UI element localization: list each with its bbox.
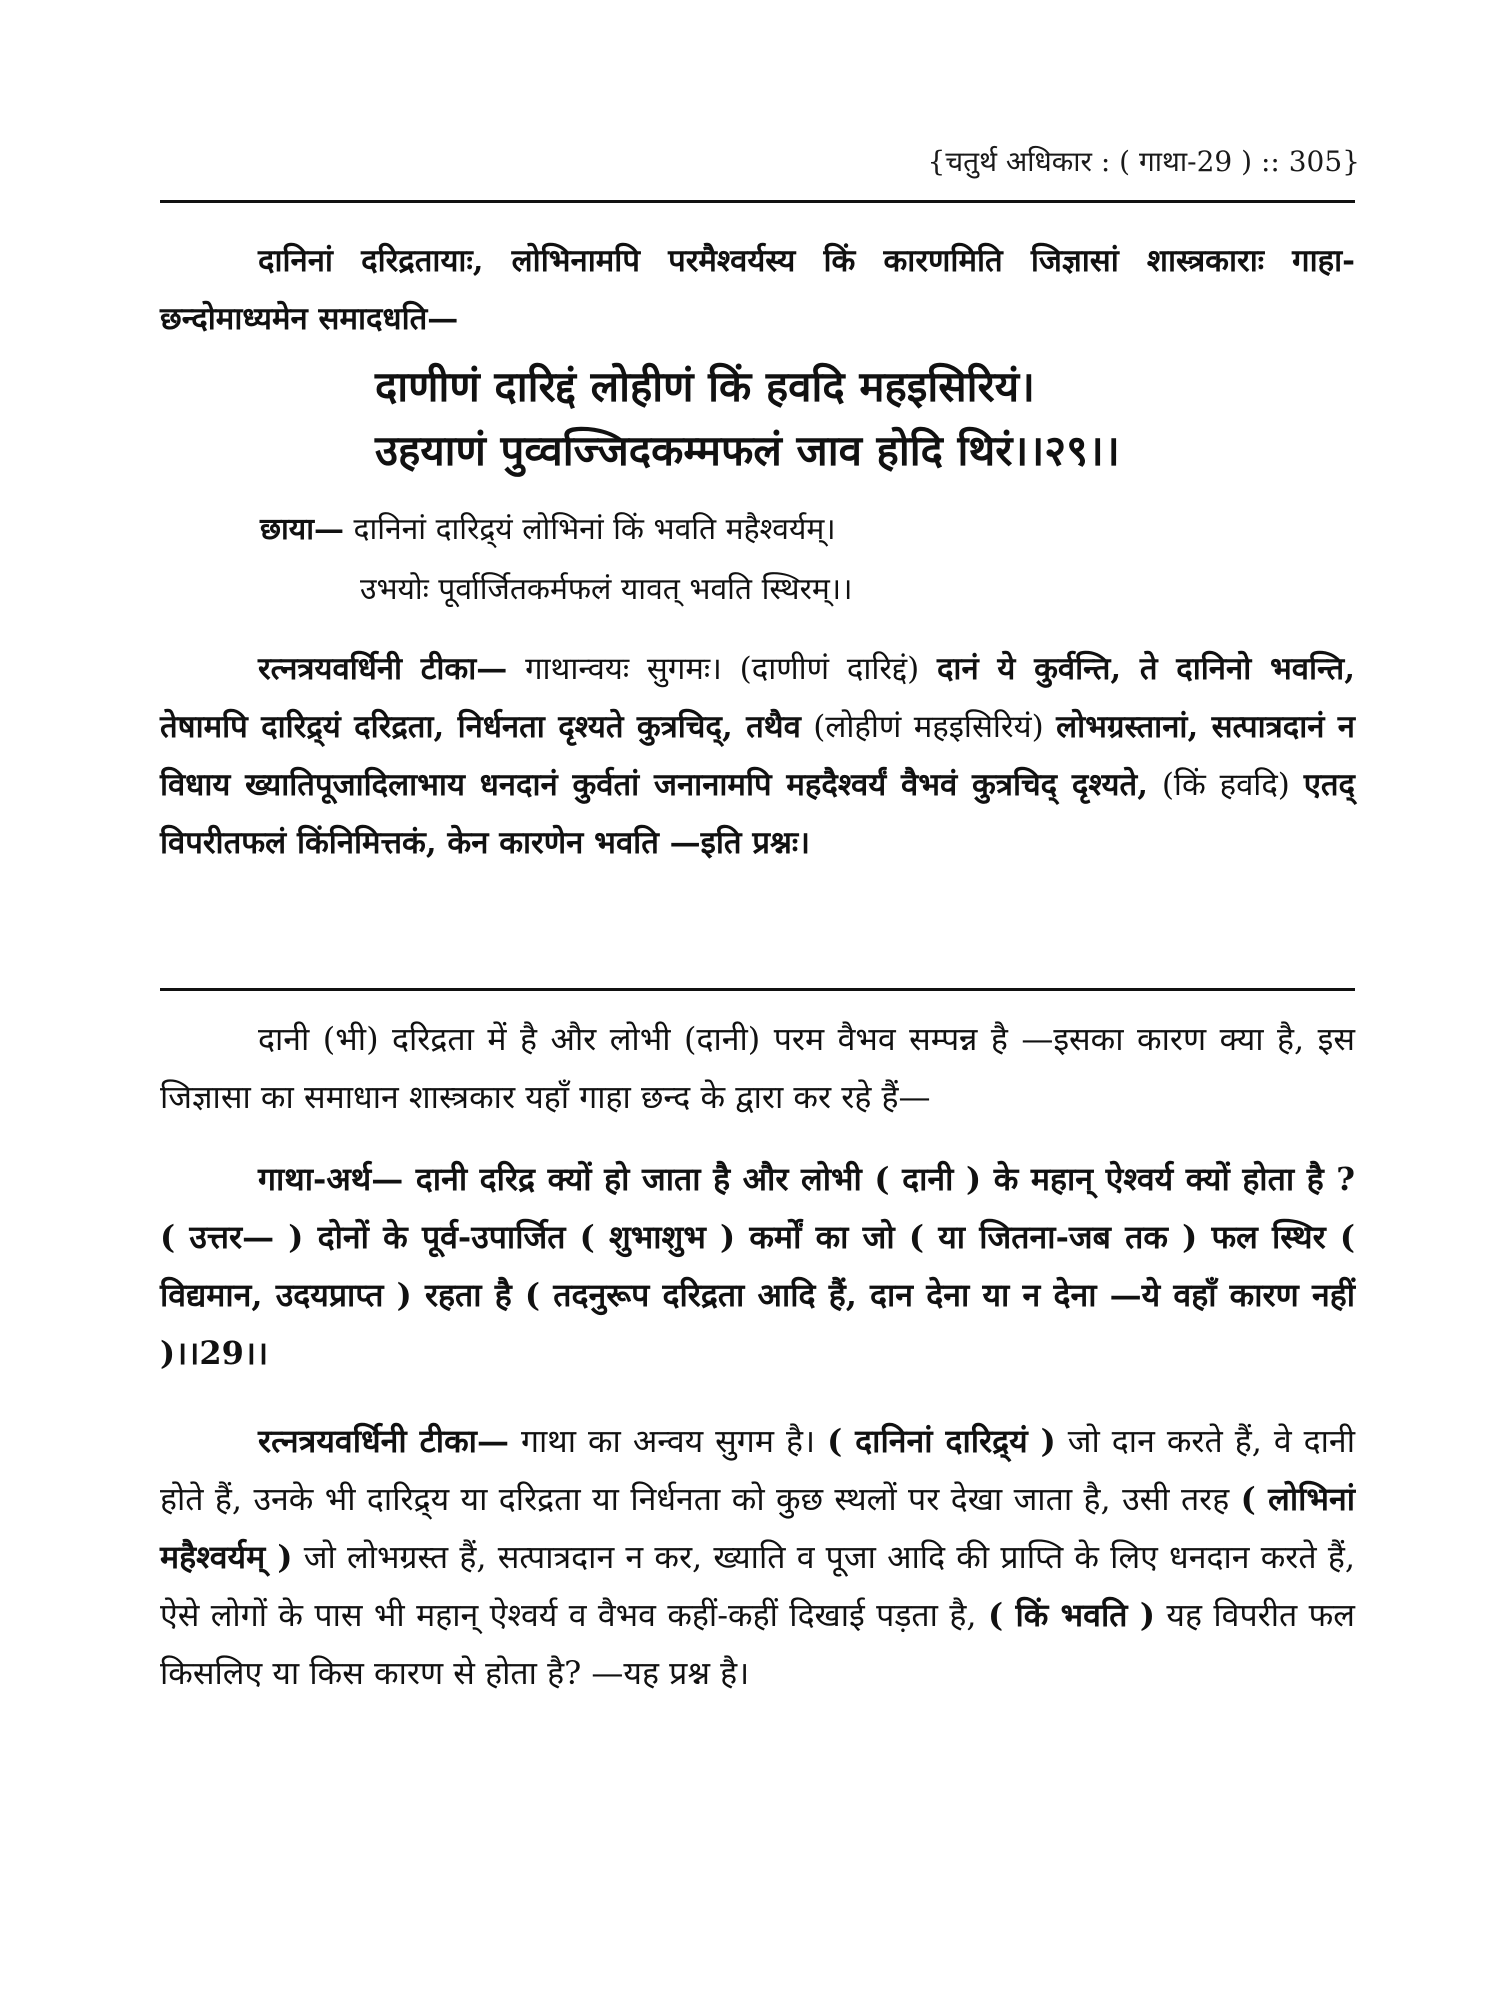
gatha-artha-label: गाथा-अर्थ— — [258, 1160, 404, 1198]
hindi-tika-seg6: ( किं भवति ) — [987, 1596, 1156, 1634]
sanskrit-tika-seg5: (किं हवदि) — [1148, 767, 1304, 803]
hindi-tika-seg1: गाथा का अन्वय सुगम है। — [508, 1422, 828, 1460]
hindi-tika — [160, 1412, 1355, 1702]
sanskrit-tika-label: रत्नत्रयवर्धिनी टीका— — [258, 651, 508, 687]
running-header: {चतुर्थ अधिकार : ( गाथा-29 ) :: 305} — [927, 145, 1360, 178]
hindi-tika-seg2: ( दानिनां दारिद्र्यं ) — [827, 1422, 1056, 1460]
sanskrit-intro: दानिनां दरिद्रतायाः, लोभिनामपि परमैश्वर्यस्य किं कारणमिति जिज्ञासां शास्त्रकाराः गाहा-छन्दोमाध्यमेन समादधति— — [160, 243, 1355, 337]
gatha-artha-text: दानी दरिद्र क्यों हो जाता है और लोभी ( दानी ) के महान् ऐश्वर्य क्यों होता है ? ( उत्तर— ) दोनों के पूर्व-उपार्जित ( शुभाशुभ ) कर्मों का जो ( या जितना-जब तक ) फल स्थिर ( विद्यमान, उदयप्राप्त ) रहता है ( तदनुरूप दरिद्रता आदि हैं, दान देना या न देना —ये वहाँ कारण नहीं )।।29।। — [160, 1160, 1355, 1372]
hindi-tika-seg3: जो दान करते हैं, वे दानी होते हैं, उनके भी दारिद्र्य या दरिद्रता या निर्धनता को कुछ स्थलों पर देखा जाता है, उसी तरह — [160, 1422, 1355, 1518]
chhaya-label: छाया— — [260, 512, 344, 547]
header-rule — [160, 200, 1355, 203]
sanskrit-tika-seg4: लोभग्रस्तानां, सत्पात्रदानं न विधाय ख्यातिपूजादिलाभाय धनदानं कुर्वतां जनानामपि महदैश्वर्यं वैभवं कुत्रचिद् दृश्यते, — [160, 709, 1355, 803]
chhaya-text-1: दानिनां दारिद्र्यं लोभिनां किं भवति महैश्वर्यम्। — [353, 512, 836, 547]
chhaya-text-2: उभयोः पूर्वार्जितकर्मफलं यावत् भवति स्थिरम्।। — [360, 572, 853, 607]
hindi-tika-seg5: जो लोभग्रस्त हैं, सत्पात्रदान न कर, ख्याति व पूजा आदि की प्राप्ति के लिए धनदान करते हैं, ऐसे लोगों के पास भी महान् ऐश्वर्य व वैभव कहीं-कहीं दिखाई पड़ता है, — [160, 1538, 1355, 1634]
chhaya-line-1 — [260, 500, 1310, 560]
sanskrit-tika-seg2: दानं ये कुर्वन्ति, ते दानिनो भवन्ति, तेषामपि दारिद्र्यं दरिद्रता, निर्धनता दृश्यते कुत्रचिद्, तथैव — [160, 651, 1356, 745]
sanskrit-tika — [160, 640, 1355, 872]
prakrit-verse — [375, 355, 1375, 483]
verse-line-1: दाणीणं दारिद्दं लोहीणं किं हवदि महइसिरियं। — [375, 362, 1035, 411]
hindi-tika-label: रत्नत्रयवर्धिनी टीका— — [258, 1422, 509, 1460]
section-divider — [160, 988, 1355, 991]
hindi-tika-seg4: ( लोभिनां महैश्वर्यम् ) — [160, 1480, 1355, 1576]
chhaya-block — [260, 500, 1310, 620]
hindi-intro: दानी (भी) दरिद्रता में है और लोभी (दानी) परम वैभव सम्पन्न है —इसका कारण क्या है, इस जिज्ञासा का समाधान शास्त्रकार यहाँ गाहा छन्द के द्वारा कर रहे हैं— — [160, 1020, 1355, 1116]
gatha-artha — [160, 1150, 1355, 1382]
hindi-tika-seg7: यह विपरीत फल किसलिए या किस कारण से होता है? —यह प्रश्न है। — [160, 1596, 1356, 1692]
sanskrit-tika-seg3: (लोहीणं महइसिरियं) — [800, 709, 1057, 745]
sanskrit-tika-seg6: एतद् विपरीतफलं किंनिमित्तकं, केन कारणेन भवति —इति प्रश्नः। — [160, 767, 1356, 861]
sanskrit-tika-seg1: गाथान्वयः सुगमः। (दाणीणं दारिद्दं) — [507, 651, 937, 687]
verse-line-2: उहयाणं पुव्वज्जिदकम्मफलं जाव होदि थिरं।।२९।। — [375, 426, 1120, 475]
